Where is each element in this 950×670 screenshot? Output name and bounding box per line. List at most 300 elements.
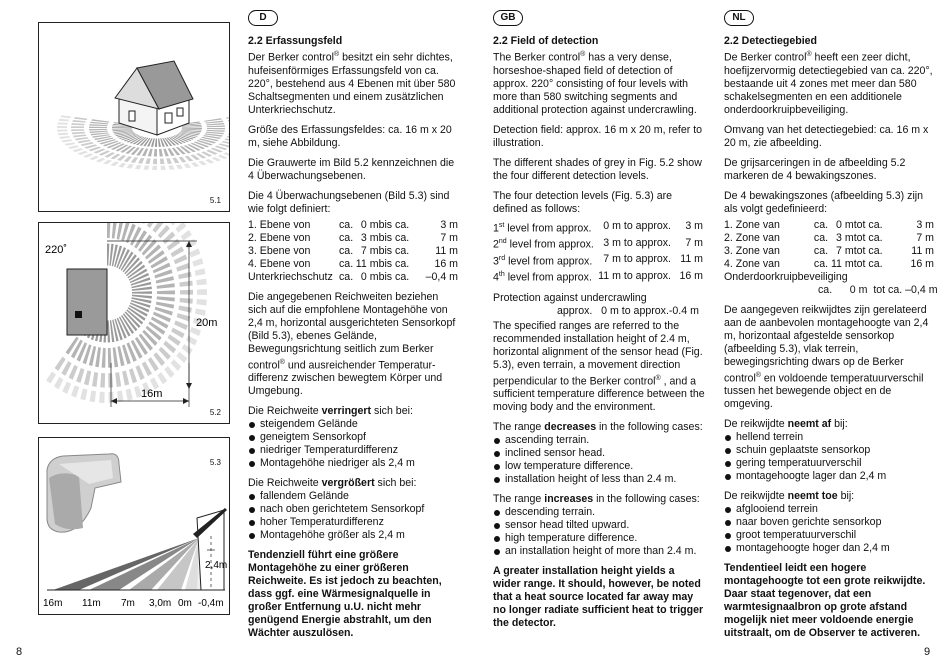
- detection-segment: [207, 126, 225, 128]
- figure-5-3: [38, 437, 230, 615]
- level-row: [248, 245, 458, 258]
- field-size-text: Detection field: approx. 16 m x 20 m, refer to illustration.: [493, 123, 703, 149]
- level-name: 1. Ebene von: [248, 218, 311, 231]
- increase-list: [493, 506, 705, 558]
- list-item: montagehoogte hoger dan 2,4 m: [724, 542, 934, 555]
- detection-segment: [54, 377, 63, 389]
- list-item: installation height of less than 2.4 m.: [493, 473, 705, 486]
- level-to-label: bis ca.: [378, 231, 410, 244]
- level-to: –0,4 m: [425, 270, 458, 283]
- detection-segment: [122, 371, 129, 386]
- distance-label-0m: 0m: [178, 598, 192, 609]
- level-row: [493, 219, 703, 236]
- detection-segment: [95, 347, 101, 367]
- levels-table: [724, 219, 934, 271]
- detection-segment: [59, 119, 70, 122]
- decrease-intro: Die Reichweite verringert sich bei:: [248, 405, 413, 418]
- page-number-right: 9: [924, 646, 931, 658]
- detection-segment: [182, 344, 193, 355]
- language-badge-nl: NL: [724, 10, 754, 26]
- detection-segment: [157, 372, 167, 384]
- grey-shades-text: Die Grauwerte im Bild 5.2 kennzeichnen die 4 Überwachungsebenen.: [248, 156, 455, 182]
- level-name: Unterkriechschutz: [248, 270, 333, 283]
- distance-label-11m: 11m: [82, 598, 101, 609]
- levels-table: [248, 219, 458, 284]
- levels-intro: Die 4 Überwachungsebenen (Bild 5.3) sind wie folgt definiert:: [248, 189, 450, 215]
- detection-segment: [61, 139, 72, 142]
- detection-segment: [153, 159, 157, 164]
- level-to: 3 m: [685, 220, 703, 233]
- level-row: [248, 219, 458, 232]
- level-from: 7 m: [836, 244, 854, 257]
- detection-segment: [182, 126, 202, 127]
- grey-shades-text: De grijsarceringen in de afbeelding 5.2 markeren de 4 bewakingszones.: [724, 156, 906, 182]
- figure-number: 5.3: [209, 458, 221, 467]
- level-to-label: bis ca.: [378, 218, 410, 231]
- page-number-left: 8: [16, 646, 23, 658]
- detection-segment: [195, 308, 206, 315]
- list-item: Montagehöhe größer als 2,4 m: [248, 529, 458, 542]
- detection-segment: [160, 159, 165, 165]
- detection-segment: [117, 391, 123, 403]
- level-name: [493, 219, 595, 236]
- level-to-label: bis ca.: [378, 244, 410, 257]
- detection-segment: [154, 149, 157, 157]
- detection-segment: [176, 263, 190, 272]
- level-from: 3 m to approx.: [603, 236, 671, 249]
- language-badge-de: D: [248, 10, 278, 26]
- level-to: 11 m: [911, 244, 934, 257]
- distance-label-minus-0-4m: -0,4m: [198, 598, 224, 609]
- level-ordinal-suffix: nd: [498, 238, 507, 246]
- warning-text: Tendenziell führt eine größere Montagehöhe zu einer größeren Reichweite. Es ist jedoch zu beachten, dass ggf. eine Wärmesignalquelle in großer Entfernung u.U. nicht mehr genügend Energie abstrahlt, um den Wächter auszulösen.: [248, 549, 442, 640]
- detection-segment: [135, 165, 141, 169]
- level-approx: ca.: [813, 257, 829, 270]
- level-to: 3 m: [440, 218, 458, 231]
- detection-segment: [218, 155, 228, 159]
- detection-segment: [206, 123, 224, 125]
- decrease-intro: The range decreases in the following cases:: [493, 421, 703, 434]
- level-text: level from approx.: [505, 255, 593, 268]
- distance-label-7m: 7m: [121, 598, 135, 609]
- undercrawl-range: ca. 0 m tot ca. –0,4 m: [818, 283, 938, 296]
- level-to: 7 m: [440, 231, 458, 244]
- detection-segment: [152, 166, 157, 170]
- level-from: 7 m to approx.: [603, 253, 671, 266]
- list-item: gering temperatuurverschil: [724, 457, 934, 470]
- detection-segment: [92, 372, 98, 387]
- detection-segment: [180, 290, 193, 295]
- detection-segment: [176, 352, 187, 363]
- detection-segment: [182, 128, 202, 129]
- level-row: [724, 258, 934, 271]
- detection-segment: [89, 156, 99, 160]
- level-to-label: tot ca.: [853, 244, 883, 257]
- detection-segment: [126, 389, 133, 401]
- detection-segment: [192, 258, 203, 266]
- detection-segment: [124, 156, 132, 162]
- detection-segment: [89, 127, 107, 128]
- detection-segment: [228, 119, 229, 122]
- distance-label-16m: 16m: [43, 598, 63, 609]
- detection-segment: [73, 135, 87, 138]
- ranges-note: Die angegebenen Reichweiten beziehen sich auf die empfohlene Montagehöhe von 2,4 m, horizontal ausgerichteten Sensorkopf (Bild 5.3), ebenes Gelände, Bewegungsrichtung seitlich zum Berker control® und ausreichender Temperatur-differenz zwischen bewegtem Körper und Umgebung.: [248, 290, 456, 398]
- levels-intro: The four detection levels (Fig. 5.3) are defined as follows:: [493, 189, 673, 215]
- levels-intro: De 4 bewakingszones (afbeelding 5.3) zijn als volgt gedefinieerd:: [724, 189, 924, 215]
- increase-intro: Die Reichweite vergrößert sich bei:: [248, 477, 417, 490]
- figure-number: 5.2: [209, 408, 221, 417]
- detection-segment: [89, 129, 107, 131]
- level-row: [493, 252, 703, 269]
- detection-segment: [223, 152, 229, 156]
- detection-segment: [118, 163, 126, 168]
- detection-segment: [72, 132, 85, 134]
- list-item: descending terrain.: [493, 506, 705, 519]
- level-text: level from approx.: [506, 238, 594, 251]
- undercrawl-label: Onderdoorkruipbeveiliging: [724, 270, 848, 283]
- list-item: an installation height of more than 2.4 m.: [493, 545, 705, 558]
- detection-segment: [196, 279, 206, 286]
- detection-segment: [112, 223, 117, 239]
- level-from: 11 m: [355, 257, 379, 270]
- distance-label-3m: 3,0m: [149, 598, 172, 609]
- level-name: 4. Ebene von: [248, 257, 311, 270]
- section-heading: 2.2 Field of detection The Berker control® has a very dense, horseshoe-shaped field of detection of approx. 220° consisting of four levels with more than 580 switching segments and additional protection against undercrawling.: [493, 35, 697, 116]
- level-to: 16 m: [679, 269, 703, 282]
- level-approx: ca.: [813, 218, 829, 231]
- detection-segment: [174, 255, 188, 265]
- level-approx: ca.: [339, 257, 354, 270]
- list-item: high temperature difference.: [493, 532, 705, 545]
- detection-segment: [58, 133, 69, 136]
- detection-segment: [90, 131, 108, 133]
- detection-segment: [185, 156, 194, 162]
- level-row: [724, 245, 934, 258]
- level-ordinal: 4: [493, 271, 499, 284]
- detection-segment: [76, 368, 84, 383]
- detection-segment: [74, 117, 88, 120]
- detection-segment: [115, 372, 121, 387]
- level-row: [248, 258, 458, 271]
- house-detection-illustration: [39, 23, 229, 211]
- detection-segment: [138, 158, 144, 164]
- level-from: 11 m to approx.: [598, 269, 671, 282]
- detection-segment: [189, 248, 200, 257]
- level-row: [248, 232, 458, 245]
- level-row: [248, 271, 458, 284]
- level-from: 0 m: [360, 218, 379, 231]
- level-to-label: tot ca.: [853, 218, 883, 231]
- detection-segment: [226, 116, 229, 119]
- level-ordinal-suffix: th: [498, 271, 505, 279]
- detection-segment: [89, 124, 107, 126]
- list-item: ascending terrain.: [493, 434, 705, 447]
- undercrawl-label: Protection against undercrawling: [493, 291, 647, 304]
- detection-segment: [168, 165, 174, 169]
- detection-segment: [129, 368, 137, 383]
- detection-segment: [157, 296, 175, 301]
- detection-segment: [84, 370, 91, 385]
- detection-segment: [60, 115, 71, 118]
- detection-segment: [178, 272, 192, 279]
- level-approx: ca.: [339, 270, 354, 283]
- width-label: 16m: [141, 388, 163, 400]
- detection-segment: [163, 149, 168, 157]
- level-name: 4. Zone van: [724, 257, 780, 270]
- undercrawl-range: approx. 0 m to approx.-0.4 m: [557, 304, 699, 317]
- list-item: niedriger Temperaturdifferenz: [248, 444, 458, 457]
- list-item: hoher Temperaturdifferenz: [248, 516, 458, 529]
- field-size-text: Omvang van het detectiegebied: ca. 16 m x 20 m, zie afbeelding.: [724, 123, 929, 149]
- detection-segment: [72, 148, 83, 152]
- figure-5-2: [38, 222, 230, 424]
- level-name: 3. Ebene von: [248, 244, 311, 257]
- detection-segment: [145, 158, 150, 164]
- field-size-text: Größe des Erfassungsfeldes: ca. 16 m x 20 m, siehe Abbildung.: [248, 123, 452, 149]
- detection-segment: [103, 160, 112, 165]
- detection-segment: [211, 157, 221, 161]
- level-name: 1. Zone van: [724, 218, 780, 231]
- level-from: 11 m: [830, 257, 854, 270]
- level-ordinal-suffix: rd: [498, 254, 506, 262]
- level-to-label: tot ca.: [853, 231, 883, 244]
- increase-list: [724, 503, 934, 555]
- detection-segment: [46, 372, 56, 384]
- detection-segment: [171, 359, 182, 371]
- level-approx: ca.: [339, 218, 354, 231]
- english-column: [493, 35, 705, 637]
- detection-segment: [184, 164, 192, 169]
- level-row: [724, 232, 934, 245]
- detection-segment: [175, 223, 186, 233]
- ranges-note: De aangegeven reikwijdtes zijn gerelateerd aan de aanbevolen montagehoogte van 2,4 m, horizontaal afgestelde sensorkop (afbeelding 5.3), vlak terrein, bewegingsrichting dwars op de Berker control® en voldoende temperatuurverschil tussen het bewegende object en de omgeving.: [724, 303, 929, 411]
- language-badge-gb: GB: [493, 10, 523, 26]
- detection-segment: [71, 126, 84, 128]
- detection-segment: [207, 128, 225, 129]
- detection-segment: [99, 392, 105, 403]
- detection-field-top-view: [39, 223, 229, 423]
- detection-segment: [157, 290, 175, 294]
- level-name: [493, 252, 595, 269]
- list-item: steigendem Gelände: [248, 418, 458, 431]
- level-ordinal: 3: [493, 255, 499, 268]
- list-item: sensor head tilted upward.: [493, 519, 705, 532]
- detection-segment: [135, 365, 144, 380]
- level-name: 3. Zone van: [724, 244, 780, 257]
- angle-label: 220˚: [45, 244, 68, 256]
- grey-shades-text: The different shades of grey in Fig. 5.2 show the four different detection levels.: [493, 156, 702, 182]
- detection-segment: [191, 162, 199, 167]
- level-to: 11 m: [680, 253, 703, 266]
- decrease-list: [493, 434, 705, 486]
- detection-segment: [155, 138, 157, 146]
- level-approx: ca.: [339, 231, 354, 244]
- detection-segment: [107, 223, 111, 238]
- detection-segment: [69, 365, 78, 380]
- detection-segment: [197, 289, 207, 295]
- detection-segment: [161, 166, 166, 170]
- detection-segment: [131, 157, 138, 163]
- level-from: 0 m: [360, 270, 379, 283]
- level-approx: ca.: [339, 244, 354, 257]
- detection-segment: [100, 373, 105, 388]
- level-to-label: bis ca.: [378, 257, 410, 270]
- detection-segment: [181, 230, 192, 241]
- detection-segment: [110, 161, 119, 166]
- warning-text: Tendentieel leidt een hogere montagehoogte tot een grote reikwijdte. Daar staat tegenover, dat een warmtesignaalbron op grote afstand mogelijk niet meer voldoende energie uitstraalt, om de Observer te activeren.: [724, 562, 926, 640]
- list-item: fallendem Gelände: [248, 490, 458, 503]
- detection-segment: [83, 153, 93, 157]
- detection-segment: [77, 140, 90, 144]
- detection-segment: [195, 268, 206, 276]
- detection-segment: [196, 299, 206, 305]
- detection-segment: [142, 239, 157, 255]
- list-item: schuin geplaatste sensorkop: [724, 444, 934, 457]
- level-name: [493, 268, 595, 285]
- detection-segment: [171, 246, 184, 257]
- increase-intro: De reikwijdte neemt toe bij:: [724, 490, 855, 503]
- detection-segment: [112, 127, 132, 128]
- list-item: naar boven gerichte sensorkop: [724, 516, 934, 529]
- level-to: 7 m: [685, 236, 703, 249]
- detection-segment: [227, 136, 229, 139]
- detection-segment: [57, 122, 67, 124]
- level-to: 11 m: [435, 244, 458, 257]
- figure-number: 5.1: [209, 196, 221, 205]
- detection-segment: [159, 149, 163, 157]
- section-heading: 2.2 Detectiegebied De Berker control® heeft een zeer dicht, hoefijzervormig detectiegebied van ca. 220°, bestaande uit 4 zones met meer dan 580 schakelsegmenten en een additionele onderdoorkruipbeveiliging.: [724, 35, 933, 116]
- detection-segment: [205, 159, 214, 164]
- level-to: 16 m: [910, 257, 934, 270]
- level-to: 16 m: [434, 257, 458, 270]
- figure-5-1: [38, 22, 230, 212]
- detection-segment: [75, 137, 89, 140]
- detection-segment: [64, 142, 75, 145]
- detection-segment: [71, 129, 84, 131]
- detection-segment: [144, 165, 150, 169]
- level-row: [724, 219, 934, 232]
- level-ordinal: 2: [493, 238, 499, 251]
- detection-segment: [72, 120, 85, 123]
- detection-segment: [178, 306, 192, 313]
- list-item: inclined sensor head.: [493, 447, 705, 460]
- level-text: level from approx.: [504, 222, 592, 235]
- detection-segment: [158, 138, 161, 146]
- detection-segment: [57, 129, 67, 131]
- level-row: [493, 268, 703, 285]
- level-ordinal: 1: [493, 222, 499, 235]
- detection-segment: [107, 244, 109, 266]
- level-ordinal-suffix: st: [498, 221, 505, 229]
- list-item: montagehoogte lager dan 2,4 m: [724, 470, 934, 483]
- increase-list: [248, 490, 458, 542]
- detection-segment: [90, 390, 96, 402]
- level-from: 0 m: [836, 218, 854, 231]
- detection-segment: [207, 130, 225, 132]
- level-to-label: tot ca.: [853, 257, 883, 270]
- section-heading: 2.2 Erfassungsfeld Der Berker control® besitzt ein sehr dichtes, hufeisenförmiges Erfassungsfeld von ca. 220°, bestehend aus 4 Ebenen mit über 580 Schaltsegmenten und einem zusätzlichen Unterkriechschutz.: [248, 35, 456, 116]
- detection-segment: [198, 161, 207, 166]
- level-name: [493, 235, 595, 252]
- level-approx: ca.: [813, 231, 829, 244]
- detection-segment: [180, 298, 193, 304]
- detection-segment: [71, 123, 84, 125]
- level-to: 7 m: [916, 231, 934, 244]
- dutch-column: [724, 35, 938, 647]
- list-item: groot temperatuurverschil: [724, 529, 934, 542]
- detection-segment: [164, 366, 174, 378]
- detection-segment: [172, 158, 179, 164]
- detection-segment: [112, 128, 132, 129]
- detection-segment: [228, 133, 229, 136]
- list-item: geneigtem Sensorkopf: [248, 431, 458, 444]
- level-from: 3 m: [360, 231, 379, 244]
- level-from: 3 m: [836, 231, 854, 244]
- german-column: [248, 35, 458, 647]
- levels-table: [493, 219, 703, 285]
- depth-label: 20m: [196, 317, 218, 329]
- detection-segment: [157, 283, 175, 288]
- detection-segment: [59, 136, 70, 139]
- decrease-list: [248, 418, 458, 470]
- level-from: 0 m to approx.: [603, 220, 671, 233]
- list-item: nach oben gerichtetem Sensorkopf: [248, 503, 458, 516]
- decrease-intro: De reikwijdte neemt af bij:: [724, 418, 848, 431]
- detection-segment: [148, 149, 153, 157]
- level-row: [493, 235, 703, 252]
- ranges-note: The specified ranges are referred to the recommended installation height of 2.4 m, horizontal alignment of the sensor head (Fig. 5.3), even terrain, a movement direction perpendicular to the Berker control® , and a sufficient temperature difference between the moving body and the environment.: [493, 319, 705, 414]
- detection-segment: [113, 347, 119, 367]
- detection-levels-side-view: [39, 438, 229, 614]
- detection-segment: [102, 348, 106, 368]
- list-item: afglooiend terrein: [724, 503, 934, 516]
- detection-segment: [57, 126, 67, 128]
- detection-segment: [185, 239, 196, 249]
- increase-intro: The range increases in the following cases:: [493, 493, 700, 506]
- detection-segment: [186, 336, 197, 346]
- detection-segment: [71, 385, 79, 397]
- level-name: 2. Zone van: [724, 231, 780, 244]
- detection-segment: [170, 223, 181, 226]
- detection-segment: [228, 150, 229, 154]
- detection-segment: [171, 328, 184, 339]
- detection-segment: [96, 158, 106, 163]
- detection-segment: [80, 388, 87, 400]
- detection-segment: [179, 281, 192, 287]
- detection-segment: [107, 320, 110, 342]
- detection-segment: [127, 164, 134, 169]
- detection-segment: [177, 313, 191, 321]
- level-to: 3 m: [916, 218, 934, 231]
- level-text: level from approx.: [504, 271, 592, 284]
- detection-segment: [156, 302, 174, 309]
- list-item: Montagehöhe niedriger als 2,4 m: [248, 457, 458, 470]
- level-approx: ca.: [813, 244, 829, 257]
- list-item: hellend terrein: [724, 431, 934, 444]
- detection-segment: [132, 291, 152, 294]
- detection-segment: [62, 382, 71, 394]
- level-name: 2. Ebene von: [248, 231, 311, 244]
- detection-segment: [68, 145, 79, 149]
- warning-text: A greater installation height yields a wider range. It should, however, be noted that a heat source located far away may no longer radiate sufficient heat to trigger the detector.: [493, 565, 704, 630]
- detection-segment: [166, 158, 172, 164]
- detection-segment: [77, 151, 88, 155]
- level-to-label: bis ca.: [378, 270, 410, 283]
- detection-segment: [174, 320, 188, 330]
- decrease-list: [724, 431, 934, 483]
- detection-segment: [142, 330, 157, 346]
- list-item: low temperature difference.: [493, 460, 705, 473]
